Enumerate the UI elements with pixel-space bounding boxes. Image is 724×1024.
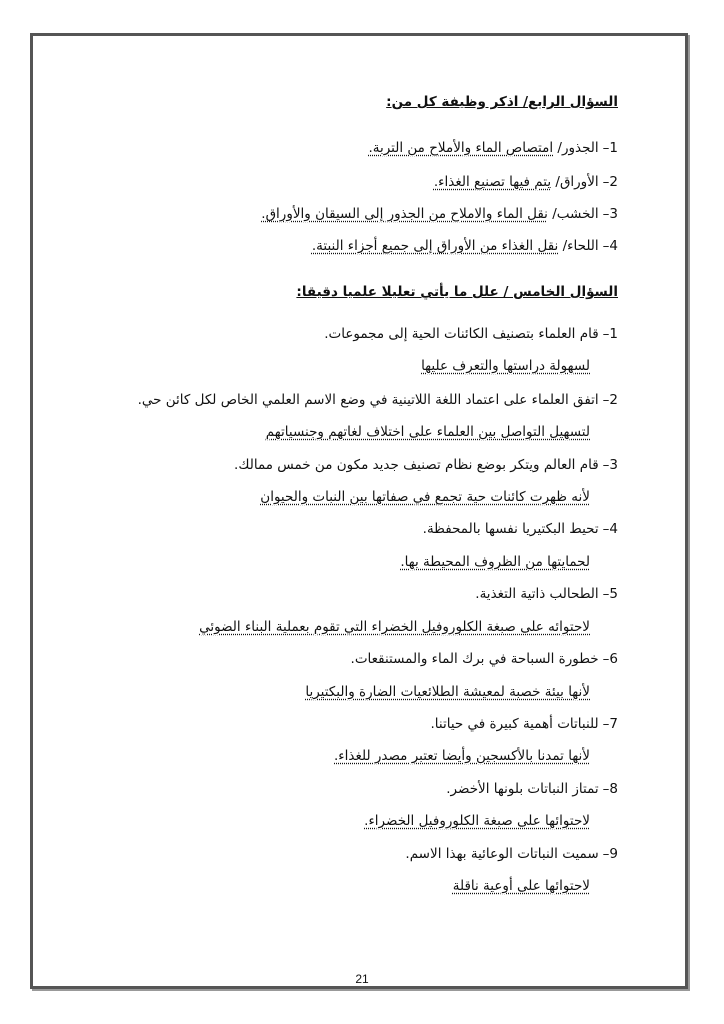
q5-question-8 [446, 779, 618, 799]
item-number: 3– [602, 457, 618, 473]
question-text: سميت النباتات الوعائية بهذا الاسم. [405, 846, 599, 862]
item-term: الأوراق/ [555, 174, 599, 190]
question-text: الطحالب ذاتية التغذية. [475, 586, 599, 602]
item-answer: نقل الماء والاملاح من الجذور إلى السيقان والأوراق. [261, 206, 548, 222]
question-text: تحيط البكتيريا نفسها بالمحفظة. [422, 521, 599, 537]
q5-question-1 [324, 324, 618, 344]
item-number: 4– [602, 238, 618, 254]
page-number: 21 [355, 972, 369, 986]
item-number: 6– [602, 651, 618, 667]
question-text: خطورة السباحة في برك الماء والمستنقعات. [350, 651, 599, 667]
q5-answer-1: لسهولة دراستها والتعرف عليها [421, 358, 590, 374]
q5-question-9 [405, 844, 618, 864]
q4-item-2 [434, 172, 618, 192]
question-text: قام العلماء بتصنيف الكائنات الحية إلى مجموعات. [324, 326, 599, 342]
item-term: اللحاء/ [562, 238, 599, 254]
q5-answer-7: لأنها تمدنا بالأكسجين وأيضا تعتبر مصدر للغذاء. [334, 748, 590, 764]
question-text: للنباتات أهمية كبيرة في حياتنا. [430, 716, 599, 732]
item-number: 3– [602, 206, 618, 222]
q5-question-7 [431, 714, 619, 734]
item-answer: نقل الغذاء من الأوراق إلى جميع أجزاء النبتة. [311, 238, 559, 254]
item-number: 7– [602, 716, 618, 732]
worksheet-page [58, 0, 618, 1024]
q5-answer-5: لاحتوائه على صبغة الكلوروفيل الخضراء التي تقوم بعملية البناء الضوئي [199, 619, 590, 635]
item-term: الجذور/ [557, 140, 599, 156]
q5-answer-3: لأنه ظهرت كائنات حية تجمع في صفاتها بين النبات والحيوان [260, 489, 590, 505]
q5-question-6 [351, 649, 618, 669]
q5-answer-6: لأنها بيئة خصبة لمعيشة الطلائعيات الضارة والبكتيريا [305, 684, 590, 700]
q5-question-3 [234, 455, 618, 475]
q5-answer-4: لحمايتها من الظروف المحيطة بها. [400, 554, 590, 570]
question-text: تمتاز النباتات بلونها الأخضر. [446, 781, 599, 797]
q5-answer-8: لاحتوائها على صبغة الكلوروفيل الخضراء. [364, 813, 590, 829]
q4-heading: السؤال الرابع/ اذكر وظيفة كل من: [386, 94, 618, 110]
question-text: اتفق العلماء على اعتماد اللغة اللاتينية في وضع الاسم العلمي الخاص لكل كائن حي. [137, 392, 599, 408]
q4-item-1 [368, 138, 618, 158]
q5-answer-2: لتسهيل التواصل بين العلماء على اختلاف لغاتهم وجنسياتهم [265, 424, 590, 440]
item-term: الخشب/ [552, 206, 599, 222]
item-number: 2– [602, 392, 618, 408]
item-number: 8– [602, 781, 618, 797]
q5-question-2 [138, 390, 618, 410]
item-number: 5– [602, 586, 618, 602]
item-answer: امتصاص الماء والأملاح من التربة. [368, 140, 554, 156]
item-number: 1– [602, 326, 618, 342]
q4-item-3 [261, 204, 618, 224]
q4-item-4 [312, 236, 618, 256]
item-number: 1– [602, 140, 618, 156]
q5-question-4 [423, 519, 618, 539]
q5-question-5 [475, 584, 618, 604]
q5-answer-9: لاحتوائها على أوعية ناقلة [452, 878, 590, 894]
q5-heading: السؤال الخامس / علل ما يأتي تعليلا علميا دقيقا: [296, 284, 618, 300]
item-answer: يتم فيها تصنيع الغذاء. [433, 174, 552, 190]
item-number: 9– [602, 846, 618, 862]
item-number: 4– [602, 521, 618, 537]
question-text: قام العالم ويتكر بوضع نظام تصنيف جديد مكون من خمس ممالك. [234, 457, 599, 473]
item-number: 2– [602, 174, 618, 190]
